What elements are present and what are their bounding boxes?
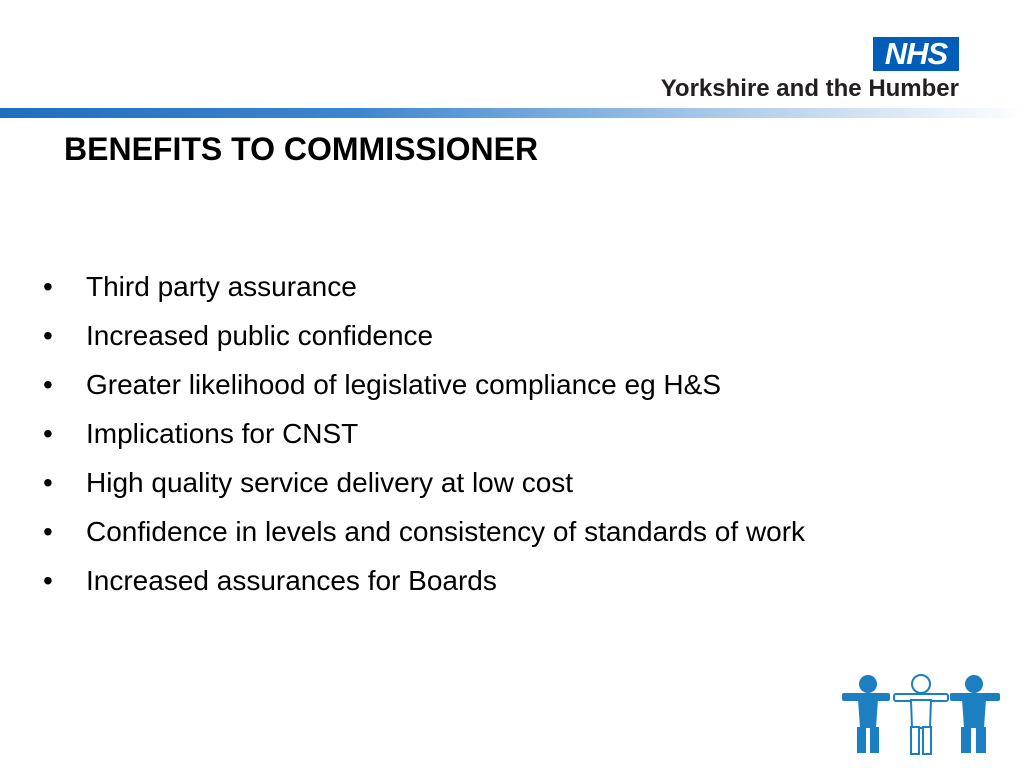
right-person-figure — [950, 675, 1000, 753]
left-person-figure — [842, 675, 890, 753]
bullet-text: Implications for CNST — [86, 418, 359, 449]
bullet-item — [40, 561, 900, 601]
bullet-text: Increased public confidence — [86, 320, 434, 351]
region-name: Yorkshire and the Humber — [660, 75, 959, 102]
bullet-item — [40, 463, 900, 503]
nhs-logo: NHS — [873, 37, 959, 71]
bullet-list — [40, 267, 900, 610]
bullet-item — [40, 414, 900, 454]
bullet-text: Increased assurances for Boards — [86, 565, 497, 596]
bullet-mark: • — [43, 369, 53, 400]
bullet-mark: • — [43, 320, 53, 351]
bullet-item — [40, 365, 900, 405]
three-people-figures-icon — [838, 672, 1004, 756]
middle-person-figure — [894, 675, 948, 754]
header-gradient-bar — [0, 108, 1024, 118]
bullet-text: Third party assurance — [86, 271, 357, 302]
bullet-mark: • — [43, 516, 53, 547]
bullet-item — [40, 512, 900, 552]
bullet-mark: • — [43, 467, 53, 498]
bullet-item — [40, 267, 900, 307]
slide-title: BENEFITS TO COMMISSIONER — [64, 131, 539, 167]
bullet-mark: • — [43, 271, 53, 302]
bullet-mark: • — [43, 418, 53, 449]
bullet-text: Confidence in levels and consistency of standards of work — [86, 516, 806, 547]
bullet-mark: • — [43, 565, 53, 596]
bullet-text: High quality service delivery at low cost — [86, 467, 574, 498]
bullet-item — [40, 316, 900, 356]
bullet-text: Greater likelihood of legislative compliance eg H&S — [86, 369, 721, 400]
